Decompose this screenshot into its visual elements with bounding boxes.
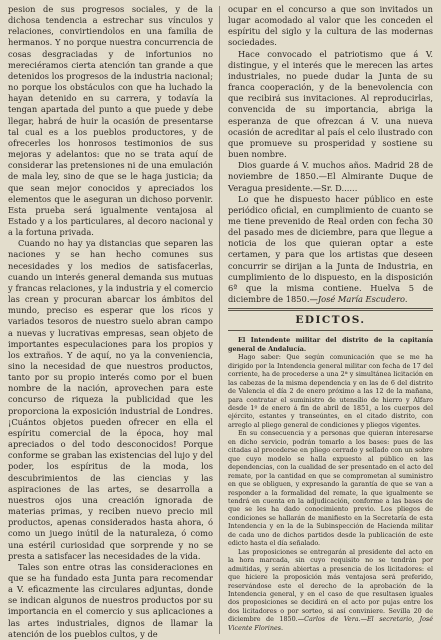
- right-paragraph-4-text: Lo que he dispuesto hacer público en este periódico oficial, en cumplimiento de cuanto se me tiene prevenido de Real orden con fecha 30 del pasado mes de diciembre, para que llegue a noticia de los que quieran optar a este certamen, y para que los artistas que deseen concurrir se dirijan a la Junta de Industria, en cumplimiento de lo dispuesto, en la disposición 6ª que la misma contiene. Huelva 5 de diciembre de 1850.: [228, 193, 433, 305]
- right-paragraph-2: Hace convocado el patriotismo que á V. distingue, y el interés que le merecen las artes industriales, no puede dudar la Junta de su franca cooperación, y de la benevolencia con que recibirá sus invitaciones. Al reproducirlas, convencida de su importancia, abriga la esperanza de que ofrezcan á V. una nueva ocasión de acreditar al país el celo ilustrado con que promueve su prosperidad y sostiene su buen nombre.: [228, 48, 433, 160]
- edict-paragraph-2: En su consecuencia y a personas que quieran interesarse en dicho servicio, podrán tomarlo a los bases: pues de las citadas al procederse en pliego cerrado y sellado con un sobre que cuyo modelo se halla expuesto al público en las dependencias, con la cualidad de ser presentado en el acto del remate, por la cantidad en que se comprometan al suministro en que se obliguen, y expresando la garantía de que se van a responder a la formalidad del remate, la que igualmente se tendrá en cuenta en la adjudicación, conforme a las bases de que se les ha dado conocimiento previo. Los pliegos de condiciones se hallarán de manifiesto en la Secretaría de esta Intendencia y en la de la Subinspección de Hacienda militar de cada uno de dichos partidos desde la publicación de este edicto hasta el día señalado.: [228, 429, 433, 548]
- right-paragraph-1: ocupar en el concurso a que son invitados un lugar acomodado al valor que les conceden el espíritu del siglo y la cultura de las modernas sociedades.: [228, 4, 433, 48]
- edicts-heading: EDICTOS.: [295, 314, 366, 327]
- official-signature: —José María Escudero.: [309, 294, 408, 305]
- column-divider: [219, 6, 220, 634]
- left-paragraph-2: Cuando no hay ya distancias que separen las naciones y se han hecho comunes sus necesidades y los medios de satisfacerlas, cuando un interés general demanda sus mutuas y francas relaciones, y la industria y el comercio las crean y procuran abarcar los ámbitos del mundo, preciso es esperar que los ricos y variados tesoros de nuestro suelo abran campo a nuevas y lucrativas empresas, sean objeto de importantes especulaciones para los propios y los extraños. Y de aquí, no ya la conveniencia, sino la necesidad de que nuestros productos, tanto por su propio interés como por el buen nombre de la nación, aprovechen para este concurso de riqueza la publicidad que les proporciona la exposición industrial de Londres. ¡Cuántos objetos pueden ofrecer en ella el espíritu comercial de la época, hoy mal apreciados o del todo desconocidos! Porque conforme se graban las existencias del lujo y del poder, los espíritus de la moda, los descubrimientos de las ciencias y las aspiraciones de las artes, se desarrolla a nuestros ojos una creación ignorada de materias primas, y reciben nuevo precio mil productos, apenas considerados hasta ahora, ó como un juego inútil de la naturaleza, ó como una estéril curiosidad que sorprende y no se presta a satisfacer las necesidades de la vida.: [8, 238, 213, 561]
- section-rule: [228, 308, 433, 311]
- edicts-body: [228, 336, 433, 632]
- right-column: [228, 4, 433, 632]
- right-paragraph-3: Dios guarde á V. muchos años. Madrid 28 de noviembre de 1850.—El Almirante Duque de Veragua presidente.—Sr. D......: [228, 160, 433, 193]
- left-column: [8, 4, 213, 640]
- edict-paragraph-3-text: Las proposiciones se entregarán al presidente del acto en la hora marcada, sin cuyo requisito no se tendrán por admitidas, y serán abiertas a presencia de los licitadores: el que hiciere la proposición más ventajosa será preferido, reservándose este el derecho de la aprobación de la Intendencia general, y en el caso de que resultasen iguales dos proposiciones se decidirá en el acto por pujas entre los dos licitadores o por sorteo, si así conviniere. Sevilla 20 de diciembre de 1850.: [228, 547, 433, 624]
- right-paragraph-4: [228, 194, 433, 306]
- left-paragraph-1: pesion de sus progresos sociales, y de la dichosa tendencia a estrechar sus vínculos y relaciones, convirtiendolos en una familia de hermanos. Y no porque nuestra concurrencia de cosas desgraciadas y de infortunios no mereciéramos cierta atención tan grande a que detenidos los progresos de la industria nacional; no porque los obstáculos con que ha luchado la hayan detenido en su carrera, y todavía la tengan apartada del punto a que puede y debe llegar, habrá de huir la ocasión de presentarse tal cual es a los pueblos productores, y de ofrecerles los honrosos testimonios de sus mejoras y adelantos: que no se trata aquí de considerar las pretensiones ni de una emulación de mala ley, sino de que se le haga justicia; da que sean mejor conocidos y apreciados los elementos que le aseguran un dichoso porvenir. Esta prueba será igualmente ventajosa al Estado y a los particulares, al decoro nacional y a la fortuna privada.: [8, 4, 213, 238]
- edict-signature: —Carlos de Vera.—El secretario, José Vicente Florines.: [228, 615, 433, 632]
- left-paragraph-3: Tales son entre otras las consideraciones en que se ha fundado esta Junta para recomendar a V. eficazmente las circulares adjuntas, donde se indican algunos de nuestros productos por su importancia en el comercio y sus aplicaciones a las artes industriales, dignos de llamar la atención de los pueblos cultos, y de: [8, 561, 213, 639]
- edict-paragraph-1: Hago saber: Que según comunicación que se me ha dirigido por la Intendencia general militar con fecha de 17 del corriente, ha de procederse a una 2ª y simultánea licitación en las cabezas de la misma dependencia y en las de 6 del distrito de Valencia el día 2 de enero próximo a las 12 de la mañana, para contratar el suministro de utensilio de hierro y Alfaro desde 1º de enero á fin de abril de 1851, a los cuerpos del ejército, estantes y transeúntes, en el citado distrito, con arreglo al pliego general de condiciones y pliegos vigentes.: [228, 353, 433, 429]
- edict-lead: El Intendente militar del distrito de la capitanía general de Andalucía.: [228, 336, 433, 353]
- edict-paragraph-3: [228, 548, 433, 633]
- heading-rule: [228, 330, 433, 331]
